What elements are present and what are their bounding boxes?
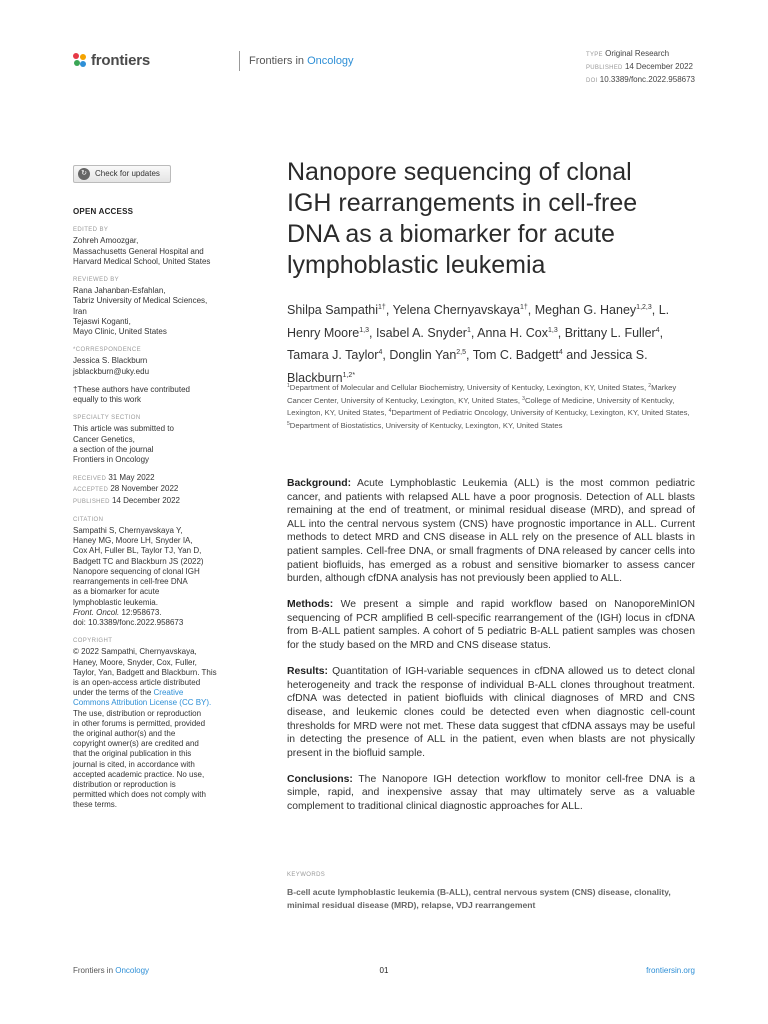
author-name: Tamara J. Taylor	[287, 348, 379, 362]
specialty-section-label: SPECIALTY SECTION	[73, 415, 141, 422]
affiliation-number: 1	[287, 383, 290, 389]
published-label: PUBLISHED	[73, 498, 110, 505]
equal-contribution-note: †These authors have contributed equally to this work	[73, 384, 190, 405]
author-name: Anna H. Cox	[477, 325, 549, 340]
copyright-pre: © 2022 Sampathi, Chernyavskaya, Haney, Moore, Snyder, Cox, Fuller, Taylor, Yan, Badgett and Blackburn. This is an open-access article distributed under the terms of the	[73, 647, 217, 698]
page-footer	[73, 966, 695, 978]
edited-by-label: EDITED BY	[73, 227, 109, 234]
affiliation-number: 3	[522, 395, 525, 402]
affiliation-text: Markey Cancer Center, University of Kentucky, Lexington, KY, United States,	[287, 383, 677, 405]
abstract-text: The Nanopore IGH detection workflow to monitor cell-free DNA is a simple, rapid, and inexpensive assay that may ultimately serve as a valuable complement to traditional clinical diagnostic approaches for ALL.	[287, 773, 695, 812]
copyright-post: The use, distribution or reproduction in other forums is permitted, provided the original author(s) and the copyright owner(s) are credited and that the original publication in this journal is cited, in accordance with accepted academic practice. No use, distribution or reproduction is permitted which does not comply with these terms.	[73, 708, 206, 810]
author[interactable]	[287, 303, 386, 317]
reviewed-by: Rana Jahanban-Esfahlan, Tabriz University of Medical Sciences, Iran Tejaswi Koganti, Mayo Clinic, United States	[73, 286, 208, 337]
author-affiliation-sup: 1,3	[359, 326, 369, 334]
received-date: 31 May 2022	[108, 473, 155, 483]
citation-volume: 12:958673.	[119, 607, 162, 617]
abstract	[287, 477, 695, 826]
abstract-heading: Background:	[287, 478, 352, 489]
copyright-label: COPYRIGHT	[73, 638, 113, 645]
author-name: Jessica S. Blackburn	[287, 348, 648, 385]
author-name: Isabel A. Snyder	[375, 325, 467, 340]
author-name: Meghan G. Haney	[534, 303, 637, 317]
footer-journal[interactable]	[73, 966, 149, 975]
author-affiliation-sup: 4	[378, 349, 383, 356]
author-name: Shilpa Sampathi	[287, 303, 379, 317]
author-affiliation-sup: 1†	[519, 304, 528, 311]
sidebar	[73, 165, 238, 811]
keywords-label: KEYWORDS	[287, 872, 326, 878]
page-header	[73, 48, 695, 84]
type-label: TYPE	[585, 52, 603, 58]
abstract-paragraph	[287, 665, 695, 760]
affiliation-text: Department of Biostatistics, University of Kentucky, Lexington, KY, United States	[289, 420, 563, 430]
author-name: Donglin Yan	[389, 348, 457, 362]
journal-prefix: Frontiers in	[249, 55, 308, 67]
abstract-heading: Methods:	[287, 599, 334, 611]
author[interactable]	[287, 348, 382, 362]
journal-name-accent: Oncology	[307, 55, 354, 67]
author-affiliation-sup: 1	[466, 326, 471, 334]
copyright	[73, 647, 238, 810]
author[interactable]	[393, 303, 528, 317]
author-affiliation-sup: 4	[655, 326, 660, 334]
doi-label: DOI	[585, 78, 598, 84]
footer-site-link[interactable]: frontiersin.org	[646, 966, 695, 975]
open-access-label: OPEN ACCESS	[73, 207, 134, 216]
article-title: Nanopore sequencing of clonal IGH rearrangements in cell-free DNA as a biomarker for acute lymphoblastic leukemia	[287, 158, 638, 279]
author-name: L. Henry Moore	[287, 303, 670, 340]
doi-value[interactable]: 10.3389/fonc.2022.958673	[599, 75, 695, 84]
correspondence-label: *CORRESPONDENCE	[73, 347, 142, 354]
published-date: 14 December 2022	[111, 495, 180, 505]
type-value: Original Research	[605, 49, 670, 58]
author[interactable]	[477, 326, 558, 340]
affiliation-number: 5	[287, 420, 290, 427]
abstract-paragraph	[287, 477, 695, 586]
author-affiliation-sup: 2,5	[456, 349, 467, 356]
author[interactable]	[535, 303, 652, 317]
citation-label: CITATION	[73, 516, 104, 523]
abstract-heading: Results:	[287, 666, 328, 678]
affiliation-text: Department of Molecular and Cellular Biochemistry, University of Kentucky, Lexington, KY, United States,	[289, 383, 649, 392]
cc-by-license-link[interactable]: Creative Commons Attribution License (CC BY).	[73, 688, 212, 708]
accepted-label: ACCEPTED	[73, 487, 109, 494]
author-list: Shilpa Sampathi$^{1\dagger}$, Yelena Chernyavskaya$^{1\dagger}$, Meghan G. Haney$^{1,2,3}$, L. Henry Moore$^{1,3}$, Isabel A. Snyder$^1$, Anna H. Cox$^{1,3}$, Brittany L. Fuller$^4$, Tamara J. Taylor$^4$, Donglin Yan$^{2,5}$, Tom C. Badgett$^4$ and Jessica S. Blackburn$^{1,2*}$	[287, 303, 670, 385]
refresh-icon: ↻	[78, 168, 90, 180]
author[interactable]	[376, 326, 471, 340]
check-for-updates-label: Check for updates	[95, 168, 160, 178]
footer-journal-prefix: Frontiers in	[73, 966, 116, 975]
specialty-section: This article was submitted to Cancer Genetics, a section of the journal Frontiers in Oncology	[73, 424, 174, 465]
abstract-text: We present a simple and rapid workflow based on NanoporeMinION sequencing of PCR amplified B cell-specific rearrangement of the (IGH) locus in cfDNA from B-ALL patient samples. A cohort of 5 pediatric B-ALL patient samples was chosen for the study based on the MRD and CNS disease status.	[287, 599, 695, 652]
citation-main: Sampathi S, Chernyavskaya Y, Haney MG, Moore LH, Snyder IA, Cox AH, Fuller BL, Taylor TJ, Yan D, Badgett TC and Blackburn JS (2022) Nanopore sequencing of clonal IGH rearrangements in cell-free DNA as a biomarker for acute lymphoblastic leukemia.	[73, 526, 204, 607]
edited-by: Zohreh Amoozgar, Massachusetts General Hospital and Harvard Medical School, United States	[73, 236, 211, 266]
journal-name[interactable]	[249, 55, 354, 67]
abstract-paragraph	[287, 598, 695, 652]
frontiers-logo[interactable]	[73, 52, 150, 69]
keywords: B-cell acute lymphoblastic leukemia (B-ALL), central nervous system (CNS) disease, clonality, minimal residual disease (MRD), relapse, VDJ rearrangement	[287, 887, 671, 910]
article-meta	[586, 48, 695, 87]
abstract-heading: Conclusions:	[287, 773, 353, 785]
check-for-updates-button[interactable]	[73, 165, 171, 183]
page-number: 01	[379, 966, 389, 975]
author-affiliation-sup: 1†	[378, 304, 386, 311]
author-name: Tom C. Badgett	[472, 348, 559, 362]
received-label: RECEIVED	[73, 476, 107, 483]
affiliation-text: College of Medicine, University of Kentucky, Lexington, KY, United States,	[287, 395, 675, 418]
author-affiliation-sup: 4	[558, 349, 563, 356]
reviewed-by-label: REVIEWED BY	[73, 277, 120, 284]
affiliation-number: 2	[648, 383, 652, 389]
abstract-text: Acute Lymphoblastic Leukemia (ALL) is the most common pediatric cancer, and patients with relapsed ALL have a poor prognosis. Detection of ALL blasts remaining at the end of treatment, or minimal residual disease (MRD), and spread of ALL into the central nervous system (CNS) have prognostic importance in ALL. Current methods to detect MRD and CNS disease in ALL rely on the presence of ALL blasts in patient samples. Cell-free DNA, or small fragments of DNA released by cancer cells into patient biofluids, has emerged as a robust and sensitive biomarker to assess cancer burden, although cfDNA analysis has not previously been applied to ALL.	[287, 478, 695, 585]
published-label: PUBLISHED	[585, 65, 623, 71]
affiliations	[287, 381, 697, 431]
citation-doi[interactable]: doi: 10.3389/fonc.2022.958673	[73, 617, 184, 627]
published-value: 14 December 2022	[624, 62, 693, 71]
affiliation-number: 4	[388, 408, 392, 415]
logo-text: frontiers	[91, 52, 151, 69]
citation-journal: Front. Oncol.	[73, 607, 120, 617]
abstract-paragraph	[287, 773, 695, 814]
author-name: Yelena Chernyavskaya	[392, 303, 520, 317]
frontiers-logo-icon	[73, 53, 87, 69]
author-affiliation-sup: 1,2,3	[636, 304, 652, 311]
dates-block	[73, 473, 238, 507]
correspondence[interactable]: Jessica S. Blackburn jsblackburn@uky.edu	[73, 356, 150, 376]
accepted-date: 28 November 2022	[110, 484, 179, 494]
header-divider	[239, 51, 240, 71]
author[interactable]	[389, 348, 466, 362]
author-affiliation-sup: 1,3	[548, 326, 558, 334]
footer-journal-name: Oncology	[115, 966, 150, 975]
author-affiliation-sup: 1,2*	[342, 371, 356, 379]
author[interactable]	[473, 348, 563, 362]
abstract-text: Quantitation of IGH-variable sequences in cfDNA allowed us to detect clonal heterogeneity and track the response of individual B-ALL clones throughout treatment. cfDNA was detected in patient biofluids with clinical diagnoses of MRD and CNS disease, and leukemic clones could be detected even when diagnostic cell-count thresholds for MRD were not met. These data suggest that cfDNA assays may be useful in detecting the presence of ALL in the patient, even when blasts are not physically present in the biofluid sample.	[287, 666, 695, 759]
author-name: Brittany L. Fuller	[564, 325, 656, 340]
citation	[73, 526, 238, 628]
affiliation-text: Department of Pediatric Oncology, University of Kentucky, Lexington, KY, United States,	[391, 408, 690, 418]
author[interactable]	[565, 326, 660, 340]
